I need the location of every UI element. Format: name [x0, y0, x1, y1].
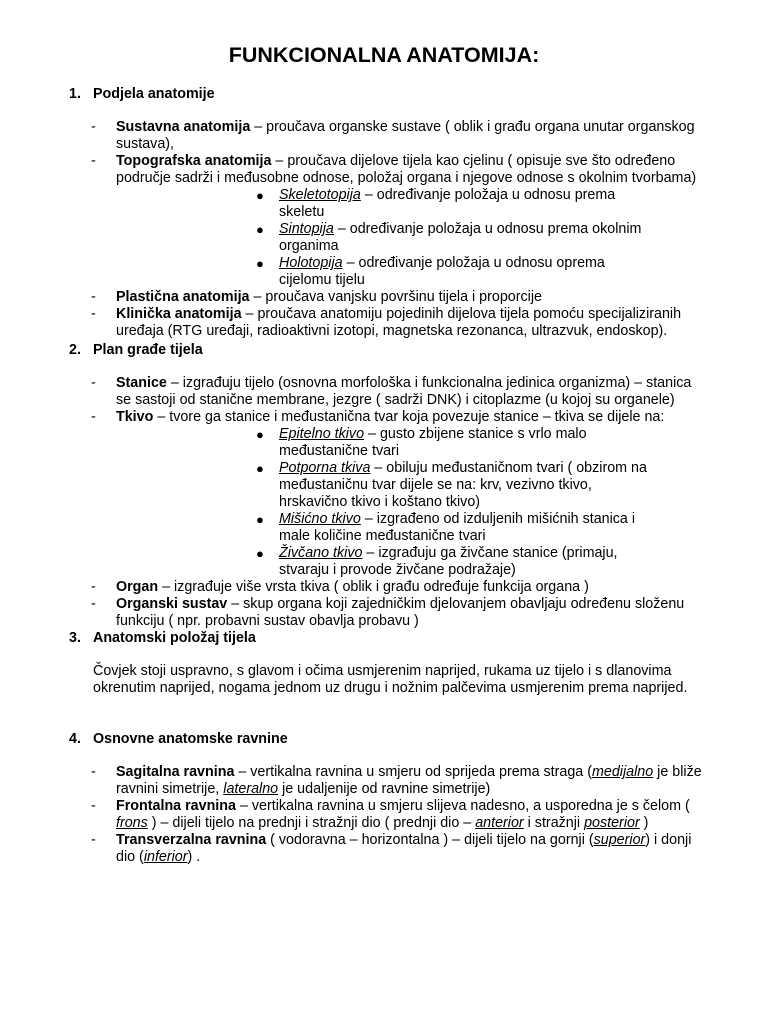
section-number: 4. — [69, 731, 81, 747]
term: Plastična anatomija — [116, 289, 250, 305]
bullet-icon: ● — [256, 188, 264, 203]
term: Organski sustav — [116, 596, 228, 612]
term: Organ — [116, 579, 159, 595]
bullet-icon: ● — [256, 256, 264, 271]
definition: – izgrađuju tijelo (osnovna morfološka i funkcionalna jedinica organizma) – stanica se sastoji od stanične membrane, jezgre ( sadrži DNK) i citoplazme (u kojoj su organele) — [116, 375, 692, 408]
bullet-icon: ● — [256, 427, 264, 442]
list-item — [0, 153, 768, 289]
list-item — [0, 596, 768, 630]
section-heading-label: Anatomski položaj tijela — [93, 630, 256, 646]
definition: – određivanje položaja u odnosu prema okolnim organima — [279, 221, 642, 254]
text: ( vodoravna – horizontalna ) – dijeli tijelo na gornji ( — [266, 832, 594, 848]
section-number: 3. — [69, 630, 81, 646]
term: Frontalna ravnina — [116, 798, 236, 814]
term: Transverzalna ravnina — [116, 832, 267, 848]
term: Sagitalna ravnina — [116, 764, 235, 780]
list-item — [0, 289, 768, 306]
term: Živčano tkivo — [279, 545, 363, 561]
text: je bliže ravnini simetrije, — [116, 764, 702, 797]
text: – vertikalna ravnina u smjeru od sprijeda prema straga ( — [234, 764, 592, 780]
text: je udaljenije od ravnine simetrije) — [278, 781, 491, 797]
section-heading-label: Osnovne anatomske ravnine — [93, 731, 288, 747]
term-italic: medijalno — [591, 764, 654, 780]
section-plan-grade-tijela — [0, 342, 768, 630]
term: Skeletotopija — [279, 187, 361, 203]
term: Stanice — [116, 375, 167, 391]
list-item — [0, 119, 768, 153]
bullet-item — [116, 545, 708, 579]
text: – vertikalna ravnina u smjeru slijeva nadesno, a usporedna je s čelom ( — [235, 798, 690, 814]
bullet-item — [116, 255, 708, 289]
definition: – određivanje položaja u odnosu oprema cijelomu tijelu — [279, 255, 605, 288]
term: Potporna tkiva — [279, 460, 371, 476]
bullet-icon: ● — [256, 546, 264, 561]
section-anatomske-ravnine — [0, 731, 768, 866]
definition: – gusto zbijene stanice s vrlo malo međustanične tvari — [279, 426, 587, 459]
section-podjela-anatomije — [0, 86, 768, 340]
term-italic: frons — [116, 815, 148, 831]
list-item — [0, 306, 768, 340]
term: Sintopija — [279, 221, 334, 237]
bullet-item — [116, 221, 708, 255]
text: ) i donji dio ( — [116, 832, 692, 865]
dash-marker: - — [91, 798, 96, 814]
bullet-item — [116, 460, 708, 511]
section-number: 2. — [69, 342, 81, 358]
section-heading-label: Podjela anatomije — [93, 86, 215, 102]
definition: – određivanje položaja u odnosu prema skeletu — [279, 187, 616, 220]
term-italic: anterior — [475, 815, 524, 831]
paragraph: Čovjek stoji uspravno, s glavom i očima usmjerenim naprijed, rukama uz tijelo i s dlanovima okrenutim naprijed, nogama jednom uz drugu i nožnim palčevima usmjerenim prema naprijed. — [93, 663, 688, 696]
list-item-frontalna — [0, 798, 768, 832]
term-italic: superior — [593, 832, 646, 848]
term: Holotopija — [279, 255, 343, 271]
dash-list — [0, 119, 768, 340]
definition: – tvore ga stanice i međustanična tvar koja povezuje stanice – tkiva se dijele na: — [153, 409, 665, 425]
text: ) — [639, 815, 649, 831]
dash-marker: - — [91, 764, 96, 780]
list-item — [0, 375, 768, 409]
document-title: FUNKCIONALNA ANATOMIJA: — [228, 43, 540, 67]
section-heading — [0, 630, 768, 647]
definition: – proučava vanjsku površinu tijela i proporcije — [249, 289, 542, 305]
text: i stražnji — [523, 815, 585, 831]
dash-marker: - — [91, 375, 96, 391]
list-item — [0, 579, 768, 596]
definition: – proučava dijelove tijela kao cjelinu ( opisuje sve što određeno područje sadrži i međusobne odnose, položaj organa i njegove odnose s okolnim tvorbama) — [116, 153, 697, 186]
section-heading-label: Plan građe tijela — [93, 342, 203, 358]
bullet-icon: ● — [256, 512, 264, 527]
section-heading — [0, 342, 768, 359]
bullet-item — [116, 426, 708, 460]
dash-marker: - — [91, 306, 96, 322]
section-anatomski-polozaj — [0, 630, 768, 697]
list-item — [0, 409, 768, 579]
definition: – skup organa koji zajedničkim djelovanjem obavljaju određenu složenu funkciju ( npr. probavni sustav obavlja probavu ) — [116, 596, 685, 629]
text: ) – dijeli tijelo na prednji i stražnji dio ( prednji dio – — [147, 815, 476, 831]
dash-marker: - — [91, 579, 96, 595]
list-item-transverzalna — [0, 832, 768, 866]
term: Mišićno tkivo — [279, 511, 361, 527]
term: Sustavna anatomija — [116, 119, 251, 135]
term-italic: posterior — [584, 815, 640, 831]
term: Tkivo — [116, 409, 154, 425]
definition: – obiluju međustaničnom tvari ( obzirom na međustaničnu tvar dijele se na: krv, vezivno tkivo, hrskavično tkivo i koštano tkivo) — [279, 460, 647, 510]
term: Klinička anatomija — [116, 306, 242, 322]
dash-marker: - — [91, 596, 96, 612]
section-number: 1. — [69, 86, 81, 102]
text: ) . — [187, 849, 201, 865]
section-heading — [0, 86, 768, 103]
dash-marker: - — [91, 153, 96, 169]
bullet-item — [116, 187, 708, 221]
definition: – izgrađeno od izduljenih mišićnih stanica i male količine međustanične tvari — [279, 511, 636, 544]
term: Topografska anatomija — [116, 153, 272, 169]
definition: – proučava organske sustave ( oblik i građu organa unutar organskog sustava), — [116, 119, 695, 152]
dash-list — [0, 375, 768, 630]
definition: – proučava anatomiju pojedinih dijelova tijela pomoću specijaliziranih uređaja (RTG uređaji, radioaktivni izotopi, magnetska rezonanca, ultrazvuk, endoskop). — [116, 306, 682, 339]
dash-marker: - — [91, 119, 96, 135]
bullet-list — [116, 426, 708, 579]
bullet-icon: ● — [256, 222, 264, 237]
term: Epitelno tkivo — [279, 426, 365, 442]
dash-marker: - — [91, 409, 96, 425]
section-heading — [0, 731, 768, 748]
bullet-icon: ● — [256, 461, 264, 476]
term-italic: lateralno — [223, 781, 279, 797]
list-item-sagitalna — [0, 764, 768, 798]
dash-marker: - — [91, 832, 96, 848]
bullet-item — [116, 511, 708, 545]
term-italic: inferior — [143, 849, 188, 865]
definition: – izgrađuju ga živčane stanice (primaju, stvaraju i provode živčane podražaje) — [279, 545, 618, 578]
definition: – izgrađuje više vrsta tkiva ( oblik i građu određuje funkcija organa ) — [158, 579, 589, 595]
dash-list — [0, 764, 768, 866]
dash-marker: - — [91, 289, 96, 305]
bullet-list — [116, 187, 708, 289]
